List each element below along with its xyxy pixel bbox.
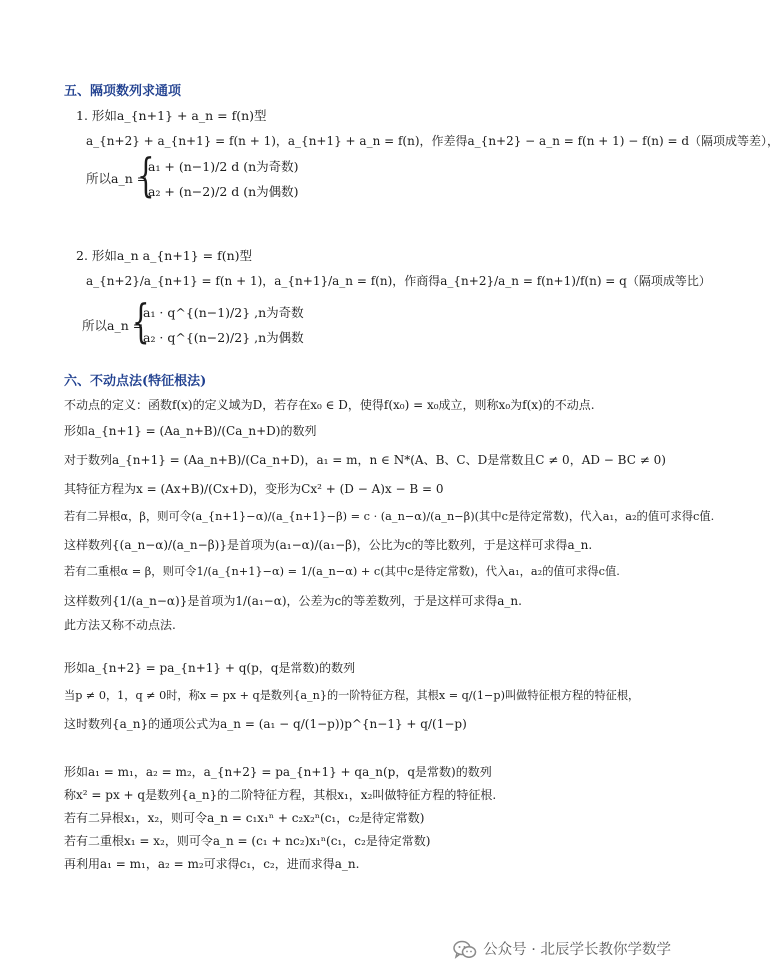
section-6-line: 若有二重根α = β，则可令1/(a_{n+1}−α) = 1/(a_n−α) + c(其中c是待定常数)，代入a₁，a₂的值可求得c值. (64, 565, 620, 578)
item-2-case-even: a₂ · q^{(n−2)/2} ,n为偶数 (143, 330, 304, 345)
block-3-line: 形如a₁ = m₁，a₂ = m₂，a_{n+2} = pa_{n+1} + qa_n(p，q是常数)的数列 (64, 765, 492, 779)
section-6-line: 对于数列a_{n+1} = (Aa_n+B)/(Ca_n+D)，a₁ = m，n ∈ N*(A、B、C、D是常数且C ≠ 0，AD − BC ≠ 0) (64, 453, 666, 467)
block-2-line: 形如a_{n+2} = pa_{n+1} + q(p，q是常数)的数列 (64, 661, 356, 675)
block-3-line: 再利用a₁ = m₁，a₂ = m₂可求得c₁，c₂，进而求得a_n. (64, 857, 360, 871)
section-6-line: 不动点的定义：函数f(x)的定义域为D，若存在x₀ ∈ D，使得f(x₀) = x₀成立，则称x₀为f(x)的不动点. (64, 398, 595, 412)
block-3-line: 若有二重根x₁ = x₂，则可令a_n = (c₁ + nc₂)x₁ⁿ(c₁，c₂是待定常数) (64, 834, 431, 848)
section-6-line: 形如a_{n+1} = (Aa_n+B)/(Ca_n+D)的数列 (64, 424, 317, 438)
section-5-heading: 五、隔项数列求通项 (64, 84, 182, 99)
wechat-watermark (453, 938, 671, 960)
block-3-line: 若有二异根x₁，x₂，则可令a_n = c₁x₁ⁿ + c₂x₂ⁿ(c₁，c₂是待定常数) (64, 811, 425, 825)
section-6-line: 若有二异根α，β，则可令(a_{n+1}−α)/(a_{n+1}−β) = c · (a_n−α)/(a_n−β)(其中c是待定常数)，代入a₁，a₂的值可求得c值. (64, 510, 715, 523)
section-6-line: 这样数列{1/(a_n−α)}是首项为1/(a₁−α)，公差为c的等差数列，于是这样可求得a_n. (64, 594, 522, 608)
block-3-line: 称x² = px + q是数列{a_n}的二阶特征方程，其根x₁，x₂叫做特征方程的特征根. (64, 788, 497, 802)
item-2-case-odd: a₁ · q^{(n−1)/2} ,n为奇数 (143, 305, 304, 320)
item-2-prefix: 所以a_n = (82, 318, 144, 333)
block-2-line: 当p ≠ 0，1，q ≠ 0时，称x = px + q是数列{a_n}的一阶特征方程，其根x = q/(1−p)叫做特征根方程的特征根， (64, 689, 640, 702)
item-1-line: a_{n+2} + a_{n+1} = f(n + 1)，a_{n+1} + a_n = f(n)，作差得a_{n+2} − a_n = f(n + 1) − f(n) = d（隔项成等差）， (86, 134, 779, 148)
section-6-heading: 六、不动点法(特征根法) (64, 374, 207, 389)
block-2-line: 这时数列{a_n}的通项公式为a_n = (a₁ − q/(1−p))p^{n−1} + q/(1−p) (64, 717, 467, 731)
left-brace-icon: { (137, 148, 155, 202)
section-6-line: 其特征方程为x = (Ax+B)/(Cx+D)，变形为Cx² + (D − A)x − B = 0 (64, 482, 444, 496)
wechat-icon (453, 940, 477, 960)
section-6-line: 这样数列{(a_n−α)/(a_n−β)}是首项为(a₁−α)/(a₁−β)，公比为c的等比数列，于是这样可求得a_n. (64, 538, 593, 552)
item-1-case-even: a₂ + (n−2)/2 d (n为偶数) (148, 184, 299, 199)
left-brace-icon: { (132, 294, 150, 348)
item-2-line: a_{n+2}/a_{n+1} = f(n + 1)，a_{n+1}/a_n = f(n)，作商得a_{n+2}/a_n = f(n+1)/f(n) = q（隔项成等比） (86, 274, 711, 288)
item-1-title: 1. 形如a_{n+1} + a_n = f(n)型 (76, 108, 267, 123)
item-2-title: 2. 形如a_n a_{n+1} = f(n)型 (76, 248, 253, 263)
item-1-prefix: 所以a_n = (86, 171, 148, 186)
section-6-line: 此方法又称不动点法. (64, 618, 176, 632)
item-1-case-odd: a₁ + (n−1)/2 d (n为奇数) (148, 159, 299, 174)
watermark-text: 公众号 · 北辰学长教你学数学 (483, 942, 671, 958)
